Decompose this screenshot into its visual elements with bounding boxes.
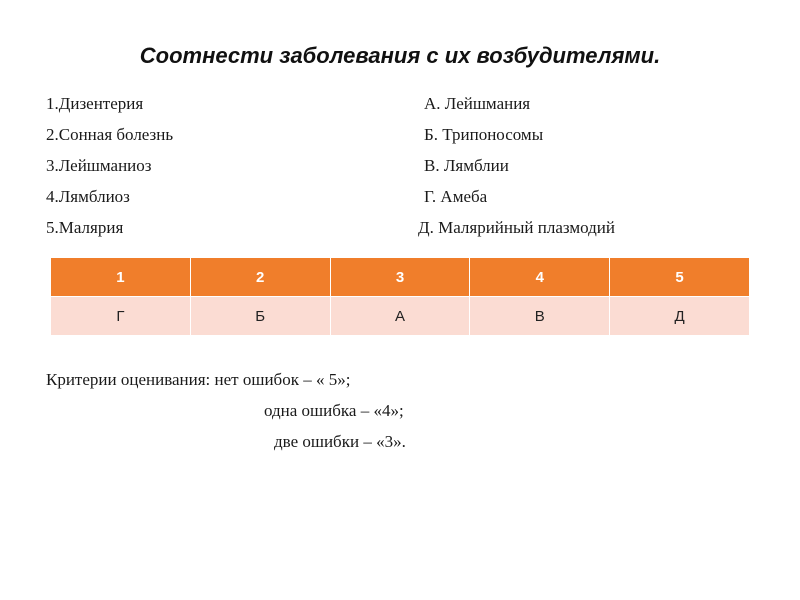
disease-item: 5.Малярия (46, 218, 124, 237)
slide-title: Соотнести заболевания с их возбудителями. (139, 43, 661, 68)
answer-table-header-cell: 2 (190, 258, 330, 297)
disease-item: 3.Лейшманиоз (46, 156, 152, 175)
pathogen-item: Б. Трипоносомы (424, 125, 544, 144)
answer-table-cell: В (470, 297, 610, 336)
criteria-line: две ошибки – «3». (274, 432, 406, 451)
pathogen-item: Г. Амеба (424, 187, 488, 206)
answer-table-cell: Д (610, 297, 750, 336)
answer-table-row (51, 297, 750, 336)
disease-item: 1.Дизентерия (46, 94, 144, 113)
pathogen-item: Д. Малярийный плазмодий (418, 218, 615, 237)
disease-item: 2.Сонная болезнь (46, 125, 174, 144)
answer-table-cell: Г (51, 297, 191, 336)
answer-table-header-cell: 5 (610, 258, 750, 297)
answer-table-header-cell: 1 (51, 258, 191, 297)
answer-table-header-row (51, 258, 750, 297)
answer-table-header-cell: 3 (330, 258, 470, 297)
pathogen-list (418, 88, 615, 243)
disease-item: 4.Лямблиоз (46, 187, 130, 206)
disease-list (46, 88, 173, 243)
answer-table-cell: Б (190, 297, 330, 336)
criteria-line: одна ошибка – «4»; (264, 401, 404, 420)
pathogen-item: В. Лямблии (424, 156, 509, 175)
answer-table-cell: А (330, 297, 470, 336)
answer-table (50, 257, 750, 336)
criteria-line: Критерии оценивания: нет ошибок – « 5»; (46, 370, 351, 389)
answer-table-header-cell: 4 (470, 258, 610, 297)
pathogen-item: А. Лейшмания (424, 94, 531, 113)
